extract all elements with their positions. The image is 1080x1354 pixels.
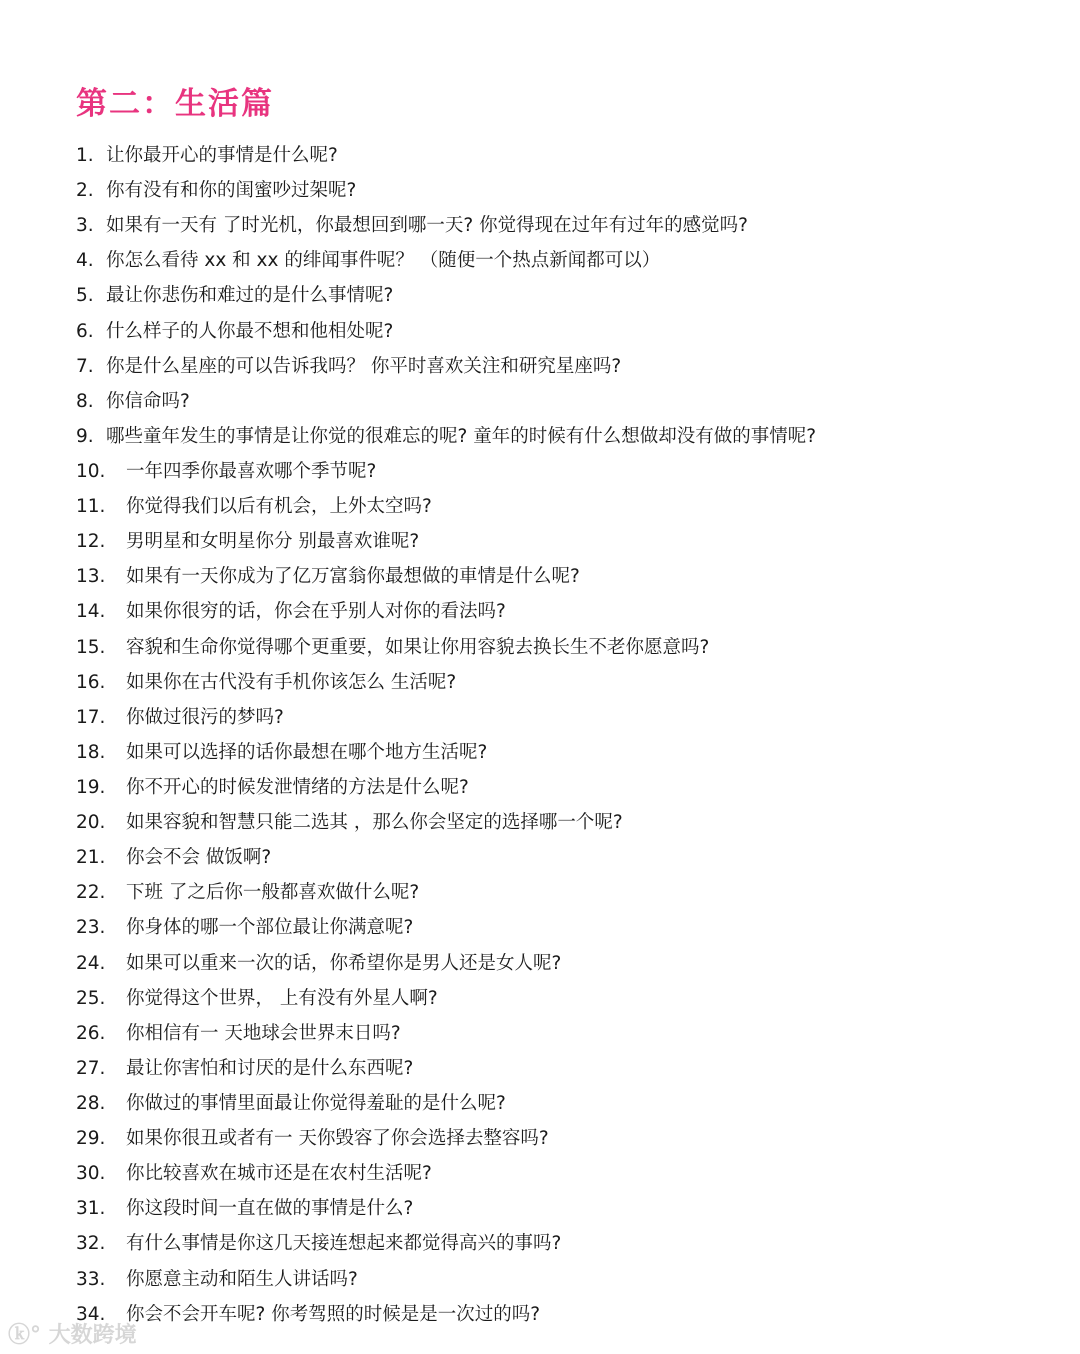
page-title: 第二：生活篇	[76, 86, 274, 122]
question-text: 你做过的事情里面最让你觉得羞耻的是什么呢?	[126, 1092, 506, 1114]
question-number: 5.	[76, 285, 94, 307]
question-item	[76, 458, 816, 493]
question-item	[76, 282, 816, 317]
question-text: 你觉得这个世界， 上有没有外星人啊?	[126, 987, 438, 1009]
question-item	[76, 353, 816, 388]
question-number: 3.	[76, 215, 94, 237]
question-text: 你这段时间一直在做的事情是什么?	[126, 1198, 414, 1220]
question-text: 你觉得我们以后有机会，上外太空吗?	[126, 496, 432, 518]
question-text: 最让你害怕和讨厌的是什么东西呢?	[126, 1057, 414, 1079]
question-number: 7.	[76, 355, 94, 377]
question-number: 34.	[76, 1303, 106, 1325]
question-number: 29.	[76, 1128, 106, 1150]
question-item	[76, 879, 816, 914]
question-item	[76, 1020, 816, 1055]
question-text: 有什么事情是你这几天接连想起来都觉得高兴的事吗?	[126, 1233, 562, 1255]
question-number: 24.	[76, 952, 106, 974]
question-item	[76, 1090, 816, 1125]
question-text: 如果你很穷的话，你会在乎别人对你的看法吗?	[126, 601, 506, 623]
question-text: 你比较喜欢在城市还是在农村生活呢?	[126, 1163, 432, 1185]
question-item	[76, 528, 816, 563]
question-text: 如果你在古代没有手机你该怎么 生活呢?	[126, 671, 457, 693]
question-item	[76, 634, 816, 669]
question-item	[76, 669, 816, 704]
question-number: 10.	[76, 460, 106, 482]
question-number: 14.	[76, 601, 106, 623]
question-text: 如果有一天你成为了亿万富翁你最想做的車情是什么呢?	[126, 566, 580, 588]
question-item	[76, 493, 816, 528]
question-text: 下班 了之后你一般都喜欢做什么呢?	[126, 882, 420, 904]
question-number: 4.	[76, 250, 94, 272]
question-number: 20.	[76, 812, 106, 834]
question-text: 容貌和生命你觉得哪个更重要，如果让你用容貌去换长生不老你愿意吗?	[126, 636, 710, 658]
question-number: 11.	[76, 496, 106, 518]
question-number: 2.	[76, 180, 94, 202]
question-text: 如果容貌和智慧只能二选其 ，那么你会坚定的选择哪一个呢?	[126, 812, 623, 834]
question-item	[76, 985, 816, 1020]
question-number: 23.	[76, 917, 106, 939]
question-text: 你做过很污的梦吗?	[126, 706, 284, 728]
question-text: 你怎么看待 xx 和 xx 的绯闻事件呢？ （随便一个热点新闻都可以）	[106, 250, 661, 272]
question-item	[76, 739, 816, 774]
question-text: 你会不会 做饭啊?	[126, 847, 272, 869]
question-text: 你身体的哪一个部位最让你满意呢?	[126, 917, 414, 939]
question-item	[76, 1301, 816, 1336]
question-number: 16.	[76, 671, 106, 693]
question-item	[76, 318, 816, 353]
question-item	[76, 1195, 816, 1230]
question-item	[76, 598, 816, 633]
question-item	[76, 704, 816, 739]
question-item	[76, 563, 816, 598]
question-number: 33.	[76, 1268, 106, 1290]
question-number: 22.	[76, 882, 106, 904]
question-text: 最让你悲伤和难过的是什么事情呢?	[106, 285, 394, 307]
question-item	[76, 1125, 816, 1160]
question-text: 你会不会开车呢? 你考驾照的时候是是一次过的吗?	[126, 1303, 541, 1325]
question-item	[76, 142, 816, 177]
question-number: 26.	[76, 1022, 106, 1044]
question-text: 男明星和女明星你分 别最喜欢谁呢?	[126, 531, 420, 553]
question-item	[76, 1055, 816, 1090]
question-number: 1.	[76, 145, 94, 166]
question-item	[76, 1266, 816, 1301]
question-number: 13.	[76, 566, 106, 588]
question-text: 什么样子的人你最不想和他相处呢?	[106, 320, 394, 342]
question-text: 你有没有和你的闺蜜吵过架呢?	[106, 180, 357, 202]
question-item	[76, 1160, 816, 1195]
question-item	[76, 950, 816, 985]
question-text: 你相信有一 天地球会世界末日吗?	[126, 1022, 401, 1044]
question-number: 12.	[76, 531, 106, 553]
question-item	[76, 844, 816, 879]
question-number: 17.	[76, 706, 106, 728]
question-item	[76, 1230, 816, 1265]
watermark-text: 大数跨境	[48, 1323, 137, 1348]
question-text: 如果可以选择的话你最想在哪个地方生活呢?	[126, 741, 488, 763]
question-text: 你是什么星座的可以告诉我吗？ 你平时喜欢关注和研究星座吗?	[106, 355, 622, 377]
question-number: 19.	[76, 776, 106, 798]
question-number: 32.	[76, 1233, 106, 1255]
question-number: 15.	[76, 636, 106, 658]
question-number: 8.	[76, 390, 94, 412]
question-number: 27.	[76, 1057, 106, 1079]
question-text: 哪些童年发生的事情是让你觉的很难忘的呢? 童年的时候有什么想做却没有做的事情呢?	[106, 425, 817, 447]
question-number: 25.	[76, 987, 106, 1009]
question-text: 你愿意主动和陌生人讲话吗?	[126, 1268, 358, 1290]
question-number: 18.	[76, 741, 106, 763]
question-text: 如果有一天有 了时光机，你最想回到哪一天? 你觉得现在过年有过年的感觉吗?	[106, 215, 748, 237]
question-number: 21.	[76, 847, 106, 869]
question-text: 如果你很丑或者有一 天你毁容了你会选择去整容吗?	[126, 1128, 549, 1150]
watermark-logo: ⓚ° 大数跨境	[8, 1323, 137, 1348]
question-list	[76, 142, 816, 1336]
question-text: 让你最开心的事情是什么呢?	[106, 145, 338, 166]
question-text: 如果可以重来一次的话，你希望你是男人还是女人呢?	[126, 952, 562, 974]
question-text: 你不开心的时候发泄情绪的方法是什么呢?	[126, 776, 469, 798]
question-number: 30.	[76, 1163, 106, 1185]
question-item	[76, 212, 816, 247]
question-number: 28.	[76, 1092, 106, 1114]
question-number: 6.	[76, 320, 94, 342]
question-text: 一年四季你最喜欢哪个季节呢?	[126, 460, 377, 482]
question-item	[76, 914, 816, 949]
question-item	[76, 388, 816, 423]
question-number: 9.	[76, 425, 94, 447]
question-item	[76, 809, 816, 844]
question-item	[76, 774, 816, 809]
question-number: 31.	[76, 1198, 106, 1220]
question-text: 你信命吗?	[106, 390, 190, 412]
question-item	[76, 247, 816, 282]
question-item	[76, 177, 816, 212]
question-item	[76, 423, 816, 458]
